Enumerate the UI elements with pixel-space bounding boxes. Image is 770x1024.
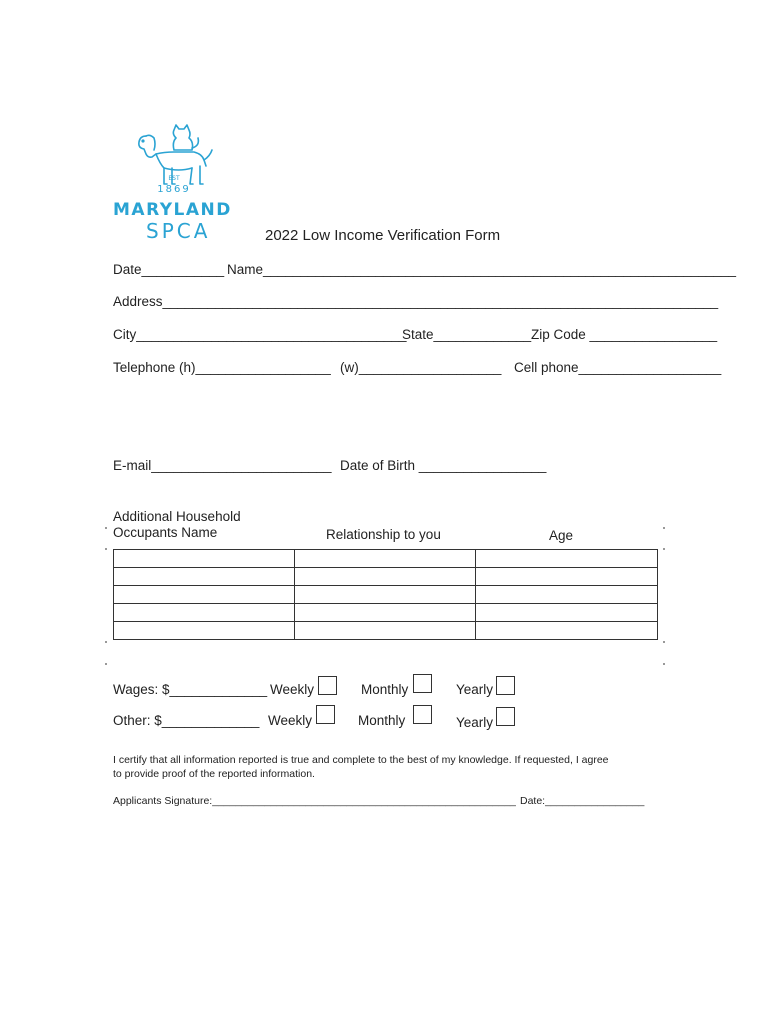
applicant-signature-field[interactable]: Applicants Signature:____________________________________________________ [113,795,516,807]
occupant-age-cell[interactable] [476,568,658,586]
city-field[interactable]: City____________________________________ [113,327,407,342]
logo-year: 1869 [157,184,191,195]
certification-text-line2: to provide proof of the reported information. [113,768,315,780]
email-field[interactable]: E-mail________________________ [113,458,332,473]
telephone-work-field[interactable]: (w)___________________ [340,360,502,375]
occupant-age-cell[interactable] [476,622,658,640]
occupant-age-cell[interactable] [476,550,658,568]
occupant-name-cell[interactable] [114,586,295,604]
table-row [114,568,658,586]
certification-text-line1: I certify that all information reported is true and complete to the best of my knowledge. If requested, I agree [113,754,609,766]
table-row [114,622,658,640]
state-field[interactable]: State_____________ [402,327,532,342]
occupant-relationship-cell[interactable] [294,550,476,568]
table-row [114,586,658,604]
name-field[interactable]: Name_______________________________________________________________ [227,262,737,277]
occupant-name-cell[interactable] [114,550,295,568]
other-yearly-label: Yearly [456,715,494,730]
logo-est: EST [168,175,180,182]
wages-monthly-checkbox[interactable] [413,674,432,693]
occupant-relationship-cell[interactable] [294,622,476,640]
date-of-birth-field[interactable]: Date of Birth _________________ [340,458,547,473]
signature-date-field[interactable]: Date:_________________ [520,795,645,807]
other-monthly-label: Monthly [358,713,406,728]
logo-spca: SPCA [146,219,211,243]
wages-weekly-checkbox[interactable] [318,676,337,695]
occupants-name-header-line1: Additional Household [113,509,241,524]
relationship-header: Relationship to you [326,527,441,542]
occupant-relationship-cell[interactable] [294,604,476,622]
other-weekly-label: Weekly [268,713,313,728]
address-field[interactable]: Address__________________________________________________________________________ [113,294,719,309]
date-field[interactable]: Date___________ [113,262,225,277]
logo-maryland: MARYLAND [113,200,232,220]
wages-weekly-label: Weekly [270,682,315,697]
occupant-relationship-cell[interactable] [294,568,476,586]
occupant-name-cell[interactable] [114,622,295,640]
cell-phone-field[interactable]: Cell phone___________________ [514,360,722,375]
age-header: Age [549,528,574,543]
wages-yearly-checkbox[interactable] [496,676,515,695]
telephone-home-field[interactable]: Telephone (h)__________________ [113,360,331,375]
zip-field[interactable]: Zip Code _________________ [531,327,718,342]
wages-yearly-label: Yearly [456,682,494,697]
other-income-field[interactable]: Other: $_____________ [113,713,260,728]
wages-field[interactable]: Wages: $_____________ [113,682,268,697]
table-row [114,604,658,622]
occupant-relationship-cell[interactable] [294,586,476,604]
occupant-name-cell[interactable] [114,604,295,622]
other-yearly-checkbox[interactable] [496,707,515,726]
occupants-name-header-line2: Occupants Name [113,525,218,540]
other-weekly-checkbox[interactable] [316,705,335,724]
occupant-name-cell[interactable] [114,568,295,586]
occupant-age-cell[interactable] [476,586,658,604]
wages-monthly-label: Monthly [361,682,409,697]
table-row [114,550,658,568]
dog-and-cat-logo-icon [134,124,214,198]
other-monthly-checkbox[interactable] [413,705,432,724]
occupants-table [113,549,658,640]
form-title: 2022 Low Income Verification Form [265,227,501,244]
occupant-age-cell[interactable] [476,604,658,622]
